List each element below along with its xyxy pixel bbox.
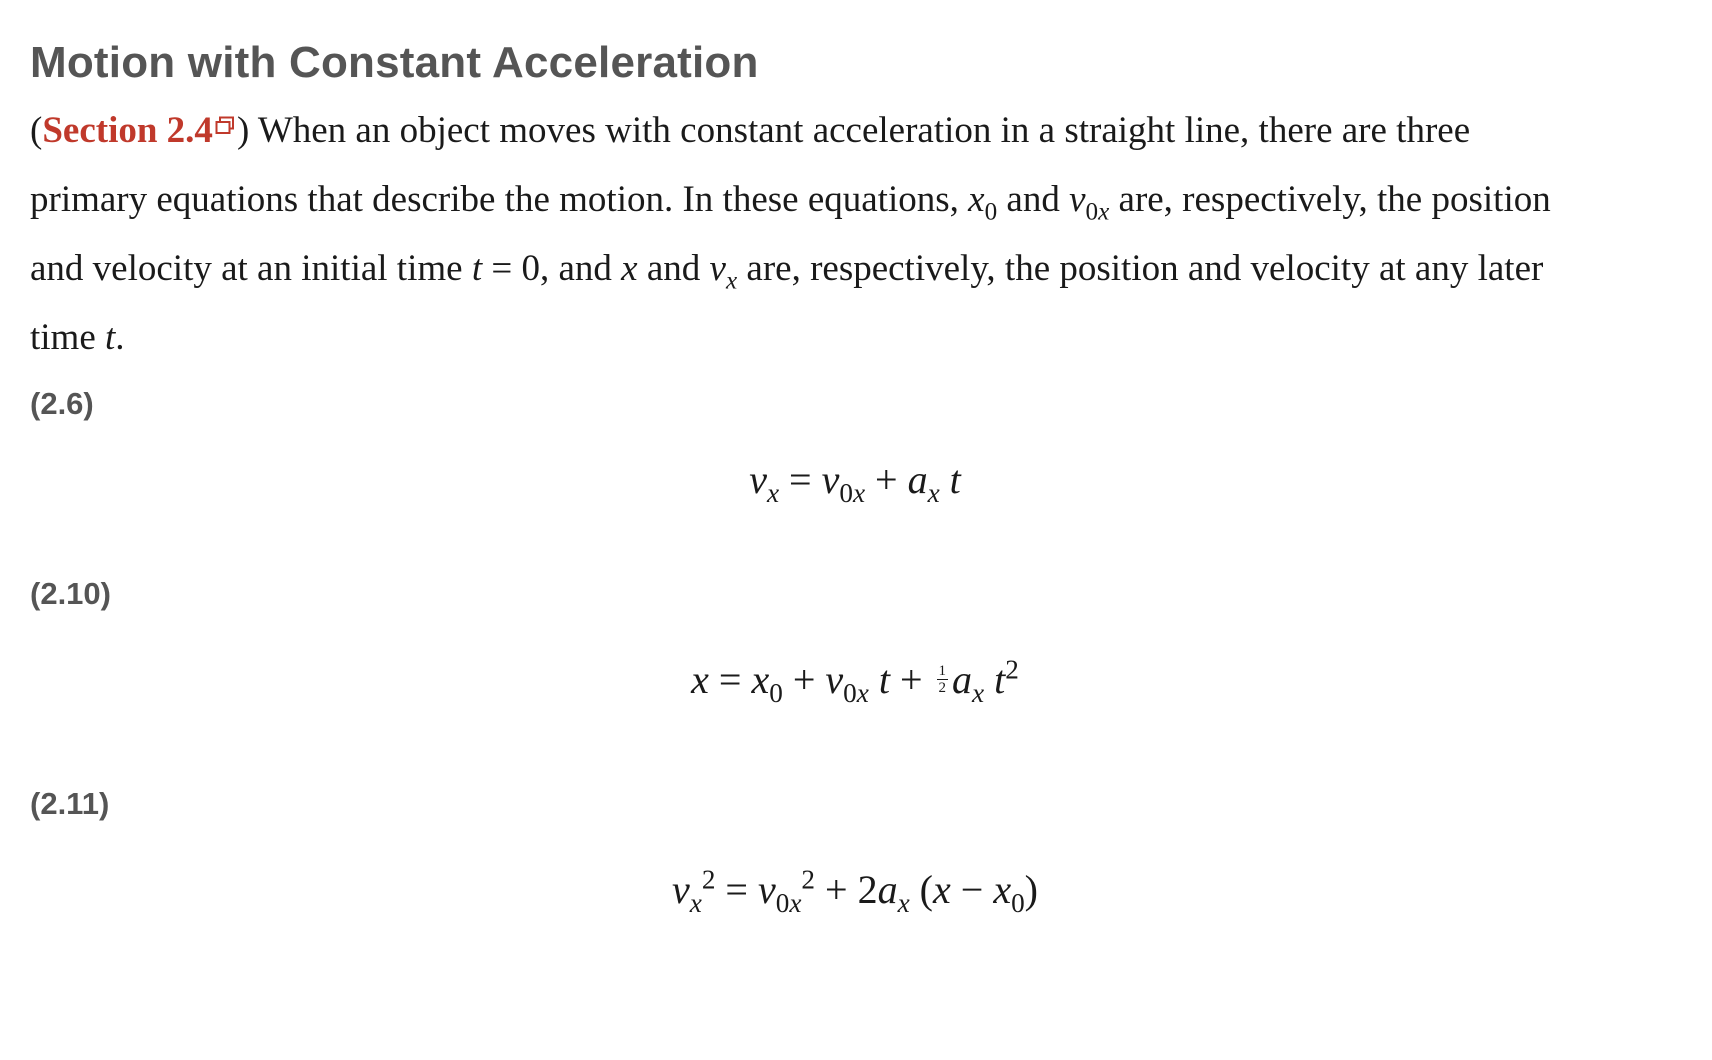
equation-number-2-10: (2.10) (30, 576, 111, 611)
math-vx: $v_x$ (709, 248, 738, 295)
equation-2-10: $x = x_0 + v_{0x}$ t + $\frac{1}{2}$ $a_x$ $t^2$ (691, 654, 1019, 708)
fraction-one-half: $\frac{1}{2}$ (938, 663, 947, 697)
intro-text-2: and (997, 179, 1070, 220)
math-t-equals-zero: t = 0 (471, 248, 540, 289)
open-paren: ( (30, 110, 43, 151)
intro-paragraph (30, 96, 1590, 372)
equation-2-11: $v_x^2 = v_{0x}^2 + 2a_x$ $(x - x_0)$ (671, 864, 1038, 918)
section-link[interactable] (42, 110, 237, 151)
math-x0: $x_0$ (968, 179, 998, 226)
intro-text-6: are, respectively, the position and velocity at any later time (30, 248, 1544, 358)
math-t: t (105, 317, 116, 358)
intro-text-4: , and (539, 248, 622, 289)
intro-text-5: and (637, 248, 710, 289)
intro-text-1: ) When an object moves with constant acceleration in a straight line, there are three primary equations that describe the motion. In these equations, (30, 110, 1471, 220)
intro-text-3: are, respectively, the position and velocity at an initial time (30, 179, 1551, 289)
page-title: Motion with Constant Acceleration (30, 38, 759, 87)
math-v0x: $v_{0x}$ (1069, 179, 1110, 226)
intro-text-7: . (115, 317, 125, 358)
equation-number-2-11: (2.11) (30, 786, 110, 821)
equation-2-6: $v_x = v_{0x} + a_x$ t (749, 457, 961, 508)
equation-number-2-6: (2.6) (30, 386, 94, 421)
math-x: x (621, 248, 638, 289)
external-link-icon (215, 116, 235, 136)
section-link-label: Section 2.4 (42, 110, 213, 151)
